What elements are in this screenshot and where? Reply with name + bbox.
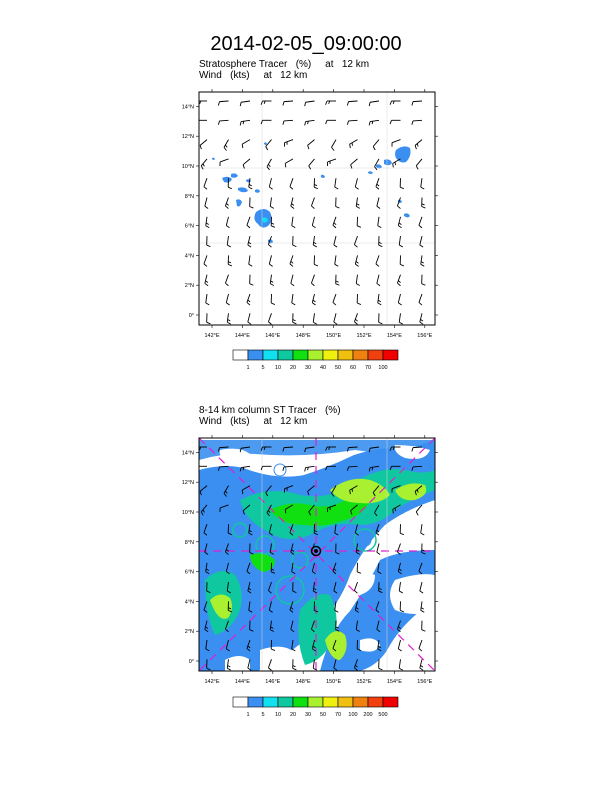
colorbar-swatch: [383, 697, 398, 707]
colorbar-label: 70: [334, 712, 342, 718]
colorbar-label: 5: [261, 712, 265, 718]
colorbar-label: 100: [348, 712, 358, 718]
colorbar-label: 50: [334, 365, 342, 371]
lat-tick-label: 14°N: [181, 450, 194, 457]
lon-tick-label: 146°E: [265, 679, 281, 685]
colorbar-swatch: [308, 697, 323, 707]
colorbar-swatch: [308, 350, 323, 360]
colorbar-swatch: [338, 697, 353, 707]
colorbar-label: 100: [378, 365, 388, 371]
colorbar-label: 70: [364, 365, 372, 371]
colorbar-swatch: [338, 350, 353, 360]
colorbar-swatch: [353, 350, 368, 360]
colorbar-label: 1: [246, 365, 250, 371]
colorbar-label: 40: [319, 365, 327, 371]
colorbar-swatch: [293, 697, 308, 707]
lon-tick-label: 144°E: [234, 333, 250, 339]
panel-1-map: [182, 89, 438, 339]
colorbar-swatch: [323, 697, 338, 707]
lat-tick-label: 14°N: [181, 104, 194, 111]
colorbar-label: 20: [289, 365, 297, 371]
lat-tick-label: 12°N: [181, 134, 194, 141]
colorbar-label: 50: [319, 712, 327, 718]
panel-2-map: [182, 435, 438, 685]
colorbar-label: 60: [349, 365, 357, 371]
panel-2-colorbar: [233, 697, 398, 718]
lon-tick-label: 146°E: [265, 333, 281, 339]
lon-tick-label: 152°E: [356, 679, 372, 685]
colorbar-label: 200: [363, 712, 373, 718]
lat-tick-label: 4°N: [184, 253, 194, 260]
lon-tick-label: 144°E: [234, 679, 250, 685]
lat-tick-label: 2°N: [184, 629, 194, 636]
lat-tick-label: 6°N: [184, 569, 194, 576]
page-title: 2014-02-05_09:00:00: [210, 33, 402, 55]
panel-2-subtitle-wind: Wind (kts) at 12 km: [199, 416, 308, 427]
lat-tick-label: 4°N: [184, 599, 194, 606]
colorbar-label: 10: [274, 712, 282, 718]
colorbar-label: 1: [246, 712, 250, 718]
colorbar-swatch: [383, 350, 398, 360]
colorbar-label: 500: [378, 712, 388, 718]
colorbar-label: 10: [274, 365, 282, 371]
colorbar-swatch: [248, 350, 263, 360]
lon-tick-label: 150°E: [326, 333, 342, 339]
lon-tick-label: 156°E: [417, 333, 433, 339]
colorbar-label: 20: [289, 712, 297, 718]
colorbar-swatch: [368, 697, 383, 707]
lat-tick-label: 8°N: [184, 539, 194, 546]
lat-tick-label: 8°N: [184, 193, 194, 200]
lon-tick-label: 152°E: [356, 333, 372, 339]
lon-tick-label: 154°E: [386, 333, 402, 339]
panel-1-subtitle-tracer: Stratosphere Tracer (%) at 12 km: [199, 59, 370, 70]
colorbar-swatch: [233, 697, 248, 707]
colorbar-swatch: [353, 697, 368, 707]
lon-tick-label: 150°E: [326, 679, 342, 685]
lat-tick-label: 10°N: [181, 164, 194, 170]
colorbar-swatch: [323, 350, 338, 360]
colorbar-swatch: [368, 350, 383, 360]
lat-tick-label: 10°N: [181, 510, 194, 516]
lon-tick-label: 142°E: [204, 679, 220, 685]
lat-tick-label: 0°: [188, 659, 194, 665]
colorbar-swatch: [263, 697, 278, 707]
colorbar-swatch: [263, 350, 278, 360]
panel-1-subtitle-wind: Wind (kts) at 12 km: [199, 70, 308, 81]
colorbar-label: 30: [304, 365, 312, 371]
lon-tick-label: 148°E: [295, 679, 311, 685]
panel-2-subtitle-tracer: 8-14 km column ST Tracer (%): [199, 405, 341, 416]
lon-tick-label: 142°E: [204, 333, 220, 339]
colorbar-swatch: [278, 697, 293, 707]
colorbar-swatch: [233, 350, 248, 360]
lon-tick-label: 148°E: [295, 333, 311, 339]
lat-tick-label: 6°N: [184, 223, 194, 230]
colorbar-label: 30: [304, 712, 312, 718]
lat-tick-label: 0°: [188, 313, 194, 319]
colorbar-swatch: [248, 697, 263, 707]
colorbar-swatch: [293, 350, 308, 360]
colorbar-label: 5: [261, 365, 265, 371]
lon-tick-label: 154°E: [386, 679, 402, 685]
lat-tick-label: 2°N: [184, 283, 194, 290]
colorbar-swatch: [278, 350, 293, 360]
lat-tick-label: 12°N: [181, 480, 194, 487]
lon-tick-label: 156°E: [417, 679, 433, 685]
panel-1-colorbar: [233, 350, 398, 371]
